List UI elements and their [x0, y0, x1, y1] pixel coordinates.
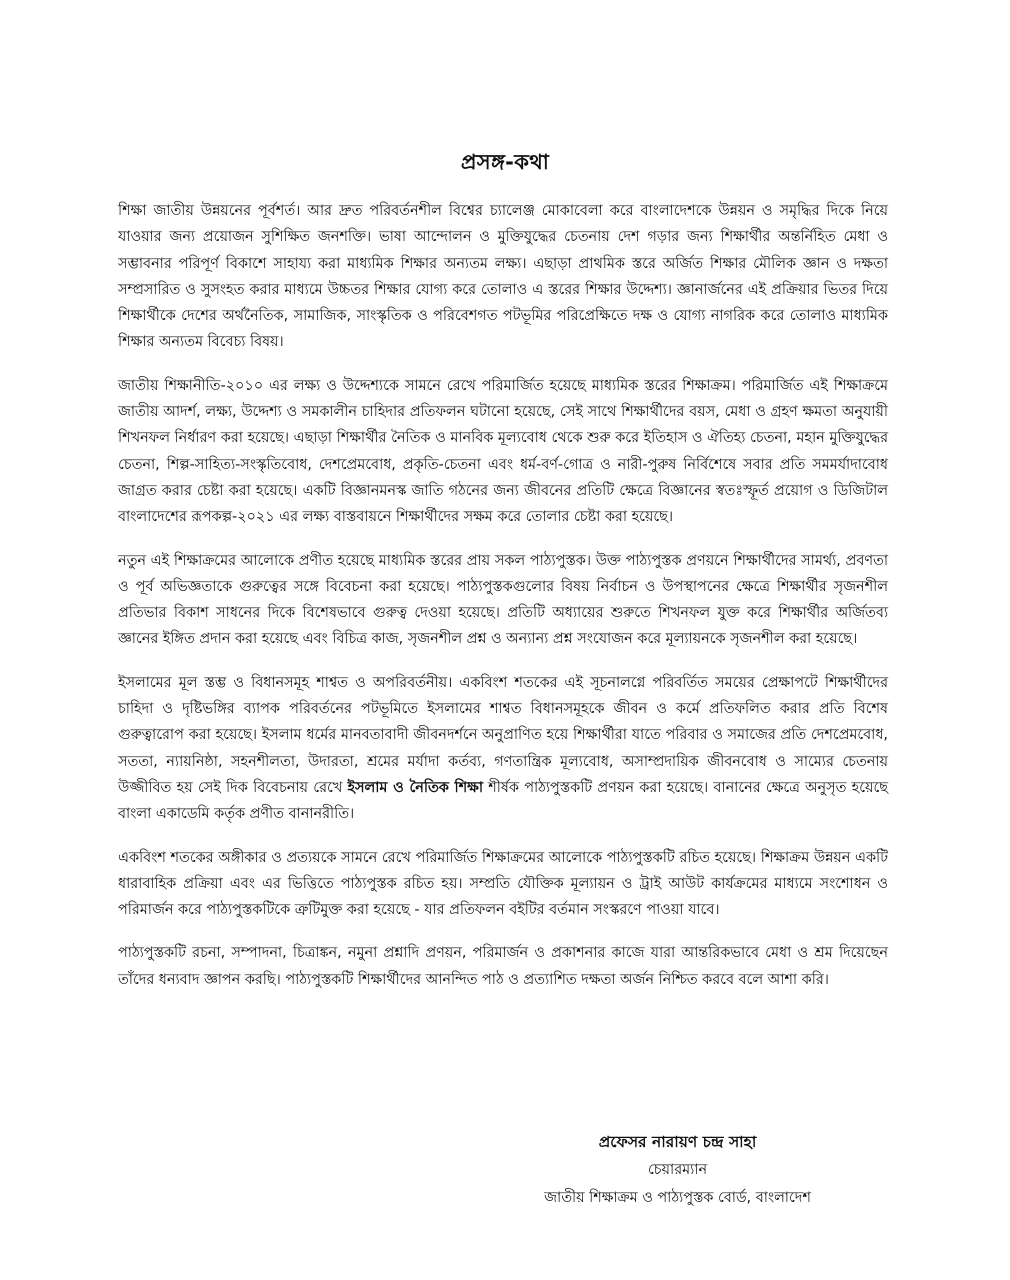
paragraph-1: শিক্ষা জাতীয় উন্নয়নের পূর্বশর্ত। আর দ্রুত পরিবর্তনশীল বিশ্বের চ্যালেঞ্জ মোকাবেলা করে বাংলাদেশকে উন্নয়ন ও সমৃদ্ধির দিকে নিয়ে যাওয়ার জন্য প্রয়োজন সুশিক্ষিত জনশক্তি। ভাষা আন্দোলন ও মুক্তিযুদ্ধের চেতনায় দেশ গড়ার জন্য শিক্ষার্থীর অন্তর্নিহিত মেধা ও সম্ভাবনার পরিপূর্ণ বিকাশে সাহায্য করা মাধ্যমিক শিক্ষার অন্যতম লক্ষ্য। এছাড়া প্রাথমিক স্তরে অর্জিত শিক্ষার মৌলিক জ্ঞান ও দক্ষতা সম্প্রসারিত ও সুসংহত করার মাধ্যমে উচ্চতর শিক্ষার যোগ্য করে তোলাও এ স্তরের শিক্ষার উদ্দেশ্য। জ্ঞানার্জনের এই প্রক্রিয়ার ভিতর দিয়ে শিক্ষার্থীকে দেশের অর্থনৈতিক, সামাজিক, সাংস্কৃতিক ও পরিবেশগত পটভূমির পরিপ্রেক্ষিতে দক্ষ ও যোগ্য নাগরিক করে তোলাও মাধ্যমিক শিক্ষার অন্যতম বিবেচ্য বিষয়। [118, 203, 888, 351]
paragraph-4 [118, 670, 888, 828]
paragraph-2: জাতীয় শিক্ষানীতি-২০১০ এর লক্ষ্য ও উদ্দেশ্যকে সামনে রেখে পরিমার্জিত হয়েছে মাধ্যমিক স্তরের শিক্ষাক্রম। পরিমার্জিত এই শিক্ষাক্রমে জাতীয় আদর্শ, লক্ষ্য, উদ্দেশ্য ও সমকালীন চাহিদার প্রতিফলন ঘটানো হয়েছে, সেই সাথে শিক্ষার্থীদের বয়স, মেধা ও গ্রহণ ক্ষমতা অনুযায়ী শিখনফল নির্ধারণ করা হয়েছে। এছাড়া শিক্ষার্থীর নৈতিক ও মানবিক মূল্যবোধ থেকে শুরু করে ইতিহাস ও ঐতিহ্য চেতনা, মহান মুক্তিযুদ্ধের চেতনা, শিল্প-সাহিত্য-সংস্কৃতিবোধ, দেশপ্রেমবোধ, প্রকৃতি-চেতনা এবং ধর্ম-বর্ণ-গোত্র ও নারী-পুরুষ নির্বিশেষে সবার প্রতি সমমর্যাদাবোধ জাগ্রত করার চেষ্টা করা হয়েছে। একটি বিজ্ঞানমনস্ক জাতি গঠনের জন্য জীবনের প্রতিটি ক্ষেত্রে বিজ্ঞানের স্বতঃস্ফূর্ত প্রয়োগ ও ডিজিটাল বাংলাদেশের রূপকল্প-২০২১ এর লক্ষ্য বাস্তবায়নে শিক্ষার্থীদের সক্ষম করে তোলার চেষ্টা করা হয়েছে। [118, 377, 888, 526]
paragraph-4-text-end: শীর্ষক পাঠ্যপুস্তকটি প্রণয়ন করা হয়েছে। বানানের ক্ষেত্রে অনুসৃত হয়েছে বাংলা একাডেমি কর্তৃক প্রণীত বানানরীতি। [118, 779, 888, 823]
page-title: প্রসঙ্গ-কথা [460, 150, 550, 174]
signatory-designation: চেয়ারম্যান [647, 1162, 708, 1178]
book-title-emphasis: ইসলাম ও নৈতিক শিক্ষা [347, 779, 484, 796]
paragraph-4-text-start: ইসলামের মূল স্তম্ভ ও বিধানসমূহ শাশ্বত ও অপরিবর্তনীয়। একবিংশ শতকের এই সূচনালগ্নে পরিবর্তিত সময়ের প্রেক্ষাপটে শিক্ষার্থীদের চাহিদা ও দৃষ্টিভঙ্গির ব্যাপক পরিবর্তনের পটভূমিতে ইসলামের শাশ্বত বিধানসমূহকে জীবন ও কর্মে প্রতিফলিত করার প্রতি বিশেষ গুরুত্বারোপ করা হয়েছে। ইসলাম ধর্মের মানবতাবাদী জীবনদর্শনে অনুপ্রাণিত হয়ে শিক্ষার্থীরা যাতে পরিবার ও সমাজের প্রতি দেশপ্রেমবোধ, সততা, ন্যায়নিষ্ঠা, সহনশীলতা, উদারতা, শ্রমের মর্যাদা কর্তব্য, গণতান্ত্রিক মূল্যবোধ, অসাম্প্রদায়িক জীবনবোধ ও সাম্যের চেতনায় উজ্জীবিত হয় সেই দিক বিবেচনায় রেখে [118, 674, 888, 796]
paragraph-3: নতুন এই শিক্ষাক্রমের আলোকে প্রণীত হয়েছে মাধ্যমিক স্তরের প্রায় সকল পাঠ্যপুস্তক। উক্ত পাঠ্যপুস্তক প্রণয়নে শিক্ষার্থীদের সামর্থ্য, প্রবণতা ও পূর্ব অভিজ্ঞতাকে গুরুত্বের সঙ্গে বিবেচনা করা হয়েছে। পাঠ্যপুস্তকগুলোর বিষয় নির্বাচন ও উপস্থাপনের ক্ষেত্রে শিক্ষার্থীর সৃজনশীল প্রতিভার বিকাশ সাধনের দিকে বিশেষভাবে গুরুত্ব দেওয়া হয়েছে। প্রতিটি অধ্যায়ের শুরুতে শিখনফল যুক্ত করে শিক্ষার্থীর অর্জিতব্য জ্ঞানের ইঙ্গিত প্রদান করা হয়েছে এবং বিচিত্র কাজ, সৃজনশীল প্রশ্ন ও অন্যান্য প্রশ্ন সংযোজন করে মূল্যায়নকে সৃজনশীল করা হয়েছে। [118, 552, 888, 648]
paragraph-6: পাঠ্যপুস্তকটি রচনা, সম্পাদনা, চিত্রাঙ্কন, নমুনা প্রশ্নাদি প্রণয়ন, পরিমার্জন ও প্রকাশনার কাজে যারা আন্তরিকভাবে মেধা ও শ্রম দিয়েছেন তাঁদের ধন্যবাদ জ্ঞাপন করছি। পাঠ্যপুস্তকটি শিক্ষার্থীদের আনন্দিত পাঠ ও প্রত্যাশিত দক্ষতা অর্জন নিশ্চিত করবে বলে আশা করি। [118, 945, 888, 988]
signatory-organization: জাতীয় শিক্ষাক্রম ও পাঠ্যপুস্তক বোর্ড, বাংলাদেশ [544, 1190, 811, 1206]
paragraph-5: একবিংশ শতকের অঙ্গীকার ও প্রত্যয়কে সামনে রেখে পরিমার্জিত শিক্ষাক্রমের আলোকে পাঠ্যপুস্তকটি রচিত হয়েছে। শিক্ষাক্রম উন্নয়ন একটি ধারাবাহিক প্রক্রিয়া এবং এর ভিত্তিতে পাঠ্যপুস্তক রচিত হয়। সম্প্রতি যৌক্তিক মূল্যায়ন ও ট্রাই আউট কার্যক্রমের মাধ্যমে সংশোধন ও পরিমার্জন করে পাঠ্যপুস্তকটিকে ত্রুটিমুক্ত করা হয়েছে - যার প্রতিফলন বইটির বর্তমান সংস্করণে পাওয়া যাবে। [118, 849, 888, 919]
signature-block [480, 1128, 875, 1212]
signatory-name: প্রফেসর নারায়ণ চন্দ্র সাহা [598, 1133, 757, 1151]
body-text [118, 198, 888, 1010]
